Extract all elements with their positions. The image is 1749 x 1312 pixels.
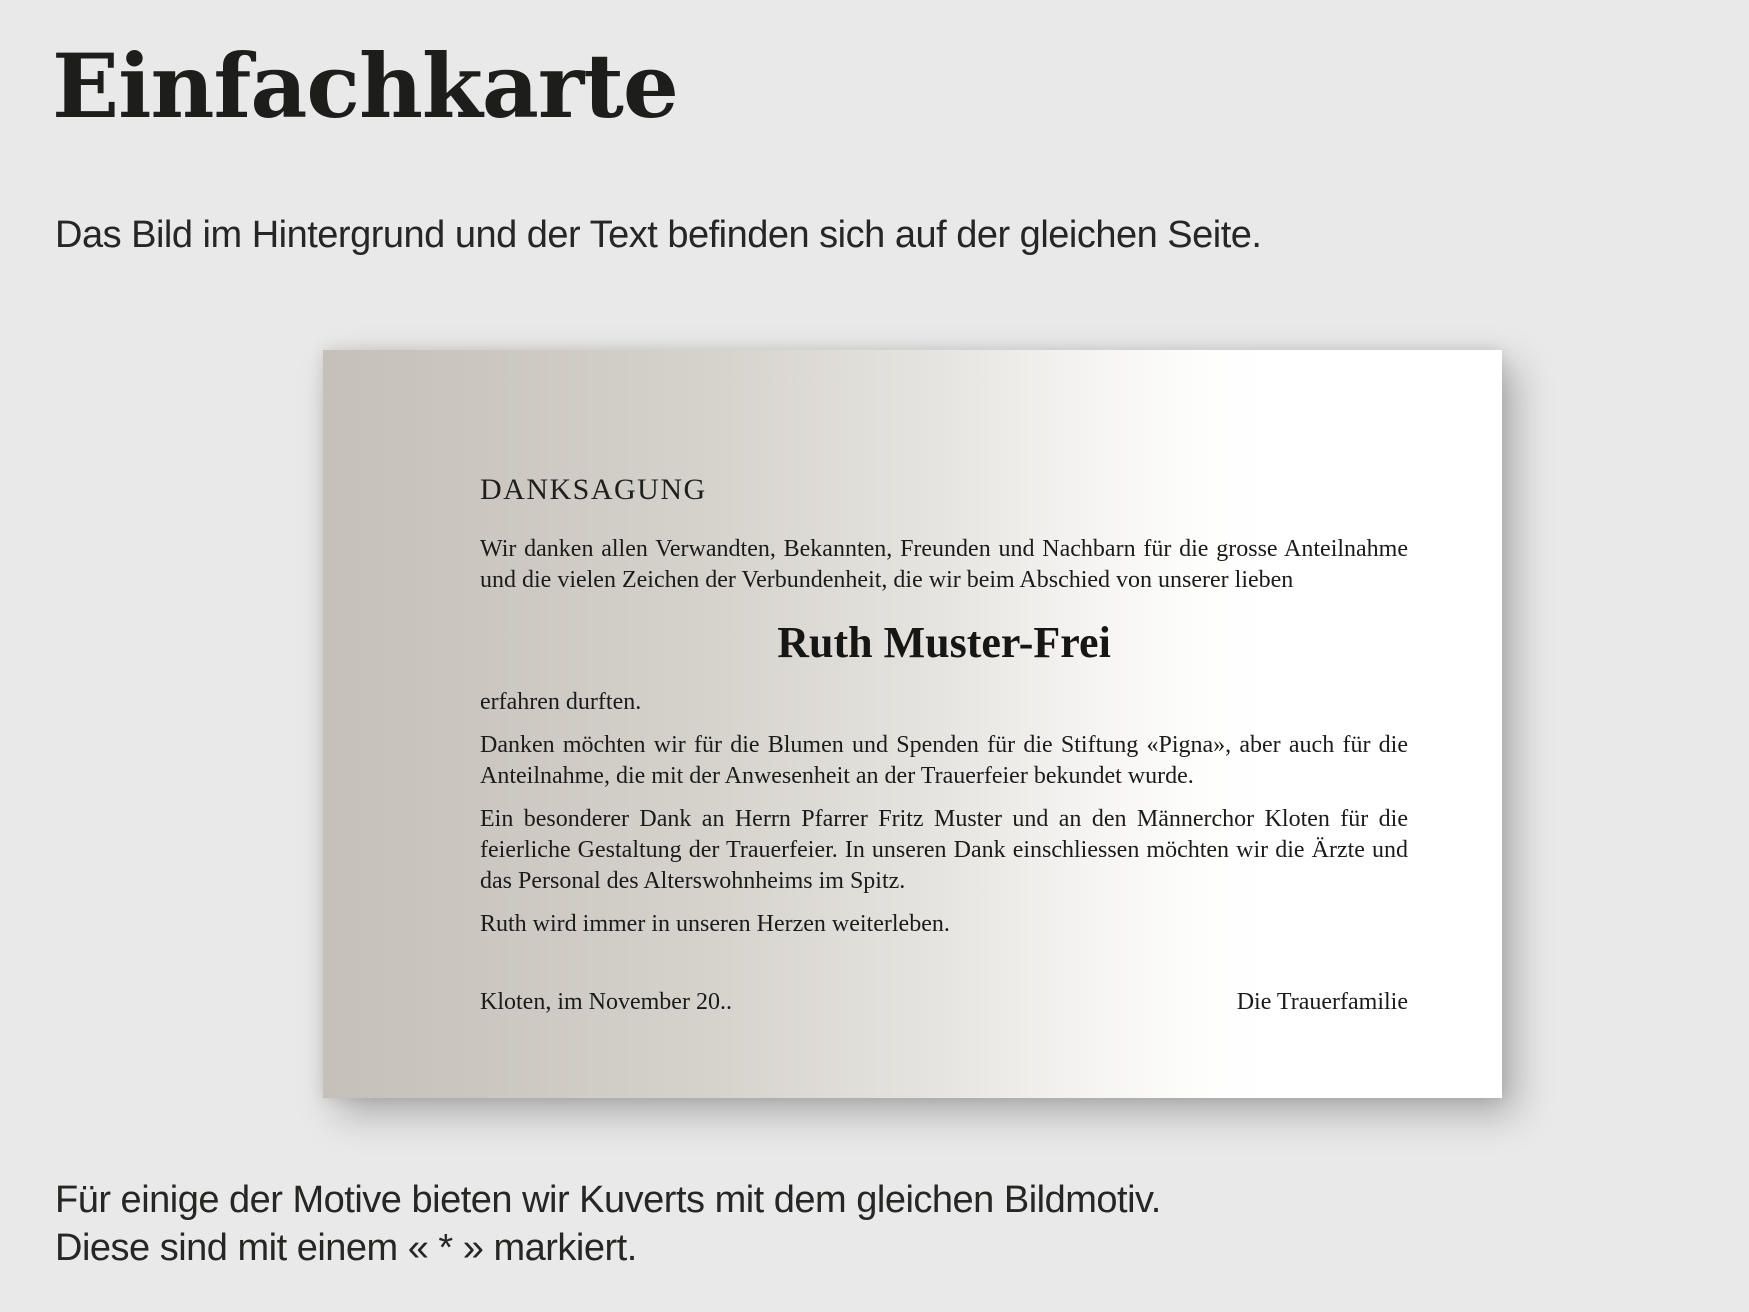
- card-signature: Die Trauerfamilie: [1236, 989, 1408, 1015]
- page-title: Einfachkarte: [52, 34, 678, 138]
- page-subtitle: Das Bild im Hintergrund und der Text befinden sich auf der gleichen Seite.: [55, 214, 1262, 256]
- card-footer-row: [480, 987, 1408, 1018]
- thank-you-card-preview: [323, 350, 1502, 1098]
- card-content: [323, 350, 1502, 1098]
- deceased-name: Ruth Muster-Frei: [777, 618, 1111, 667]
- card-after-name-line: erfahren durften.: [480, 689, 642, 715]
- card-heading: DANKSAGUNG: [480, 473, 707, 506]
- page-footer-note: [55, 1176, 1161, 1272]
- card-intro-paragraph: Wir danken allen Verwandten, Bekannten, Freunden und Nachbarn für die grosse Anteilnahme und die vielen Zeichen der Verbundenheit, die wir beim Abschied von unserer lieben: [480, 536, 1408, 593]
- card-place-date: Kloten, im November 20..: [480, 989, 732, 1015]
- footer-note-line-2: Diese sind mit einem « * » markiert.: [55, 1227, 637, 1269]
- footer-note-line-1: Für einige der Motive bieten wir Kuverts mit dem gleichen Bildmotiv.: [55, 1179, 1161, 1221]
- card-donations-paragraph: Danken möchten wir für die Blumen und Spenden für die Stiftung «Pigna», aber auch für die Anteilnahme, die mit der Anwesenheit an der Trauerfeier bekundet wurde.: [480, 732, 1408, 789]
- card-memory-line: Ruth wird immer in unseren Herzen weiterleben.: [480, 911, 950, 937]
- card-special-thanks-paragraph: Ein besonderer Dank an Herrn Pfarrer Fritz Muster und an den Männerchor Kloten für die feierliche Gestaltung der Trauerfeier. In unseren Dank einschliessen möchten wir die Ärzte und das Personal des Alterswohnheims im Spitz.: [480, 806, 1408, 894]
